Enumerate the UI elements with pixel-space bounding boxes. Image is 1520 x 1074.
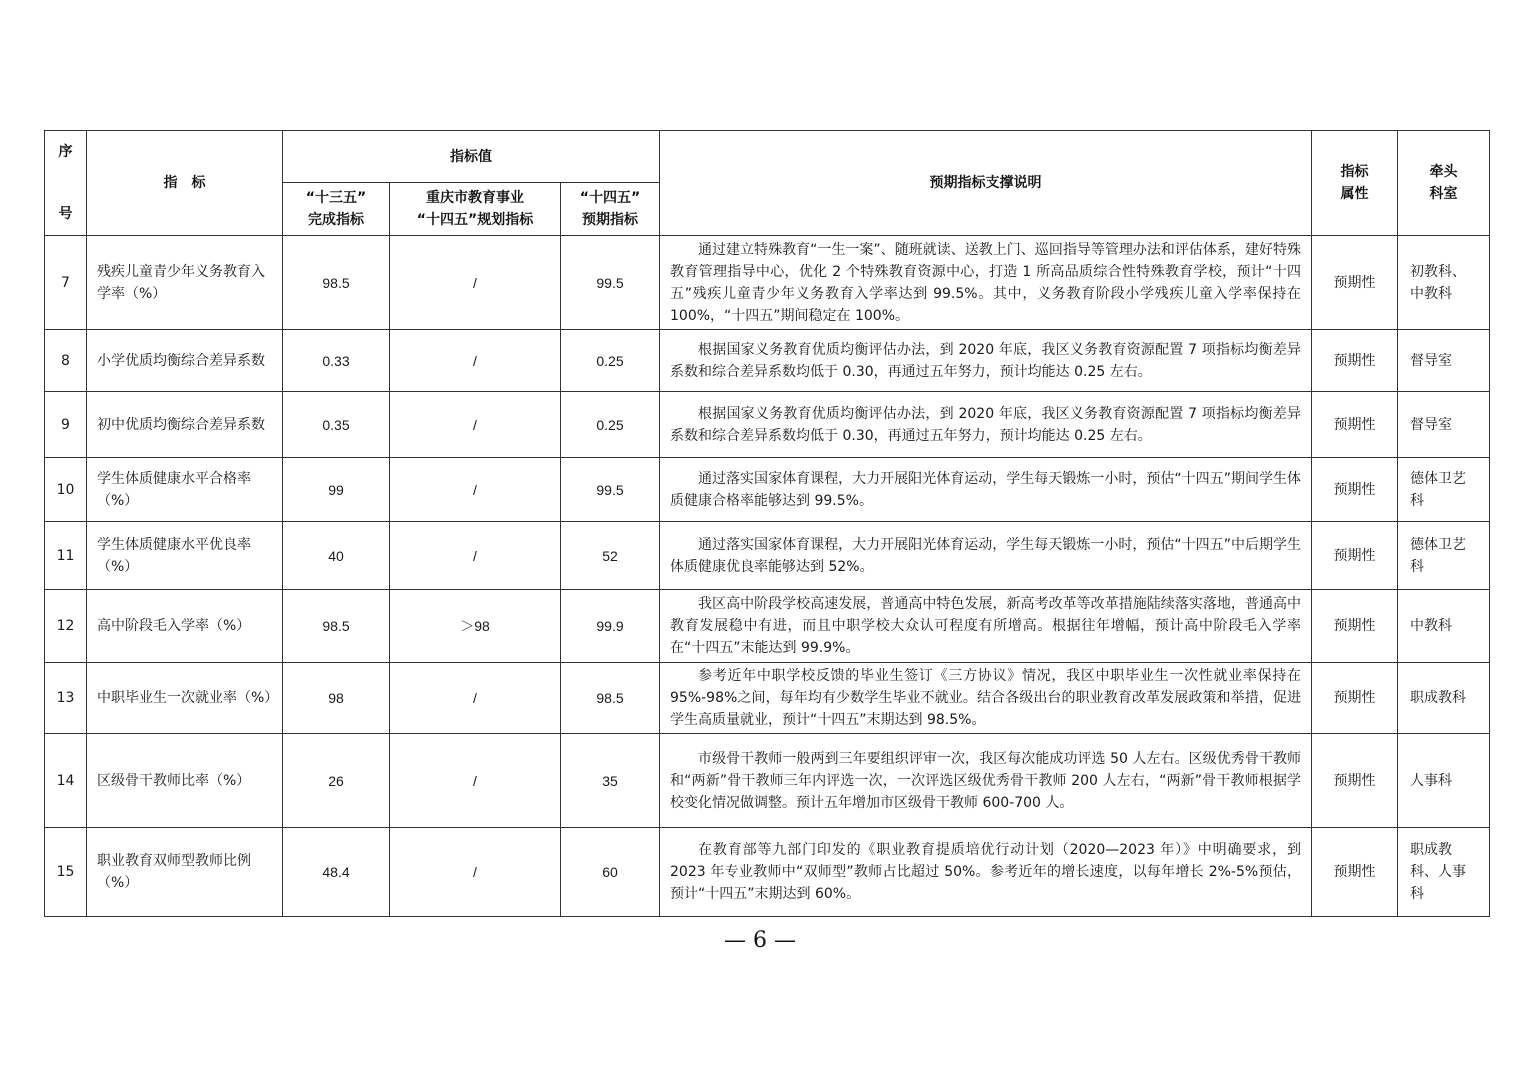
row-seq: 13: [45, 663, 87, 734]
row-indicator: 学生体质健康水平合格率（%）: [87, 458, 283, 522]
row-dept: 职成教科: [1398, 663, 1490, 734]
row-indicator: 高中阶段毛入学率（%）: [87, 590, 283, 663]
row-note-text: 我区高中阶段学校高速发展，普通高中特色发展，新高考改革等改革措施陆续落实落地，普通高中教育发展稳中有进，而且中职学校大众认可程度有所增高。根据往年增幅，预计高中阶段毛入学率在“十四五”末能达到 99.9%。: [670, 596, 1302, 656]
header-col-145-line2: 预期指标: [582, 212, 638, 228]
row-seq: 11: [45, 522, 87, 590]
row-seq: 14: [45, 734, 87, 828]
row-indicator: 区级骨干教师比率（%）: [87, 734, 283, 828]
header-dept-line1: 牵头: [1429, 164, 1458, 180]
row-note-text: 通过落实国家体育课程，大力开展阳光体育运动，学生每天锻炼一小时，预估“十四五”中后期学生体质健康优良率能够达到 52%。: [670, 536, 1302, 575]
row-value-cq: /: [390, 828, 561, 917]
table-row: [45, 458, 1490, 522]
row-value-135: 98: [283, 663, 390, 734]
row-dept: 德体卫艺科: [1398, 458, 1490, 522]
header-attr-line1: 指标: [1340, 164, 1369, 180]
row-attr: 预期性: [1312, 522, 1398, 590]
row-value-135: 0.33: [283, 330, 390, 392]
row-dept: 人事科: [1398, 734, 1490, 828]
row-value-145: 0.25: [561, 330, 660, 392]
row-indicator: 职业教育双师型教师比例（%）: [87, 828, 283, 917]
row-attr: 预期性: [1312, 734, 1398, 828]
row-attr: 预期性: [1312, 330, 1398, 392]
row-note: [660, 330, 1312, 392]
row-note-text: 通过建立特殊教育“一生一案”、随班就读、送教上门、巡回指导等管理办法和评估体系，建好特殊教育管理指导中心，优化 2 个特殊教育资源中心，打造 1 所高品质综合性特殊教育学校，预计“十四五”残疾儿童青少年义务教育入学率达到 99.5%。其中，义务教育阶段小学残疾儿童入学率保持在 100%，“十四五”期间稳定在 100%。: [670, 241, 1302, 324]
row-value-cq: /: [390, 458, 561, 522]
row-indicator: 残疾儿童青少年义务教育入学率（%）: [87, 236, 283, 330]
row-value-cq: /: [390, 392, 561, 458]
header-col-145: [561, 183, 660, 236]
header-dept-line2: 科室: [1429, 186, 1458, 202]
row-attr: 预期性: [1312, 392, 1398, 458]
table-row: [45, 734, 1490, 828]
table-row: [45, 663, 1490, 734]
row-note-text: 通过落实国家体育课程，大力开展阳光体育运动，学生每天锻炼一小时，预估“十四五”期间学生体质健康合格率能够达到 99.5%。: [670, 470, 1302, 509]
row-value-145: 99.9: [561, 590, 660, 663]
row-value-135: 48.4: [283, 828, 390, 917]
row-value-135: 98.5: [283, 236, 390, 330]
header-col-cq-line2: “十四五”规划指标: [416, 212, 534, 228]
row-note: [660, 458, 1312, 522]
row-note-text: 在教育部等九部门印发的《职业教育提质培优行动计划（2020—2023 年）》中明确要求，到 2023 年专业教师中“双师型”教师占比超过 50%。参考近年的增长速度，以每年增长 2%-5%预估，预计“十四五”末期达到 60%。: [670, 842, 1302, 902]
row-note: [660, 522, 1312, 590]
table-row: [45, 236, 1490, 330]
header-col-145-line1: “十四五”: [579, 190, 641, 206]
row-value-cq: /: [390, 663, 561, 734]
row-dept: 职成教科、人事科: [1398, 828, 1490, 917]
row-value-cq: ＞98: [390, 590, 561, 663]
table-row: [45, 330, 1490, 392]
row-note: [660, 590, 1312, 663]
row-seq: 10: [45, 458, 87, 522]
row-dept: 督导室: [1398, 392, 1490, 458]
row-value-145: 99.5: [561, 458, 660, 522]
row-value-cq: /: [390, 734, 561, 828]
row-seq: 12: [45, 590, 87, 663]
row-dept: 督导室: [1398, 330, 1490, 392]
indicator-table: [44, 130, 1490, 917]
row-attr: 预期性: [1312, 590, 1398, 663]
row-value-145: 0.25: [561, 392, 660, 458]
row-attr: 预期性: [1312, 236, 1398, 330]
row-note: [660, 236, 1312, 330]
row-value-cq: /: [390, 236, 561, 330]
row-value-135: 26: [283, 734, 390, 828]
row-note-text: 参考近年中职学校反馈的毕业生签订《三方协议》情况，我区中职毕业生一次性就业率保持在 95%-98%之间，每年均有少数学生毕业不就业。结合各级出台的职业教育改革发展政策和举措，促进学生高质量就业，预计“十四五”末期达到 98.5%。: [670, 668, 1302, 728]
row-value-135: 98.5: [283, 590, 390, 663]
row-dept: 中教科: [1398, 590, 1490, 663]
header-col-135-line2: 完成指标: [308, 212, 364, 228]
row-value-145: 98.5: [561, 663, 660, 734]
row-indicator: 学生体质健康水平优良率（%）: [87, 522, 283, 590]
row-seq: 8: [45, 330, 87, 392]
row-note: [660, 734, 1312, 828]
header-indicator-value: 指标值: [283, 131, 660, 183]
row-indicator: 中职毕业生一次就业率（%）: [87, 663, 283, 734]
row-attr: 预期性: [1312, 458, 1398, 522]
row-indicator: 小学优质均衡综合差异系数: [87, 330, 283, 392]
page-number: — 6 —: [724, 928, 796, 953]
row-value-cq: /: [390, 522, 561, 590]
header-indicator: 指 标: [87, 131, 283, 236]
row-seq: 15: [45, 828, 87, 917]
row-value-135: 40: [283, 522, 390, 590]
row-dept: 初教科、中教科: [1398, 236, 1490, 330]
row-dept: 德体卫艺科: [1398, 522, 1490, 590]
row-value-145: 60: [561, 828, 660, 917]
row-note-text: 市级骨干教师一般两到三年要组织评审一次，我区每次能成功评选 50 人左右。区级优秀骨干教师和“两新”骨干教师三年内评选一次，一次评选区级优秀骨干教师 200 人左右，“两新”骨干教师根据学校变化情况做调整。预计五年增加市区级骨干教师 600-700 人。: [670, 750, 1302, 811]
row-value-145: 99.5: [561, 236, 660, 330]
table-row: [45, 828, 1490, 917]
header-col-135: [283, 183, 390, 236]
row-value-cq: /: [390, 330, 561, 392]
header-attr: [1312, 131, 1398, 236]
header-seq-bottom: 号: [58, 206, 73, 222]
row-value-145: 35: [561, 734, 660, 828]
header-seq-top: 序: [58, 144, 73, 160]
row-indicator: 初中优质均衡综合差异系数: [87, 392, 283, 458]
row-note: [660, 392, 1312, 458]
header-col-cq-line1: 重庆市教育事业: [426, 190, 524, 206]
row-value-145: 52: [561, 522, 660, 590]
header-note: 预期指标支撑说明: [660, 131, 1312, 236]
row-attr: 预期性: [1312, 828, 1398, 917]
row-note: [660, 663, 1312, 734]
table-row: [45, 522, 1490, 590]
header-col-cq: [390, 183, 561, 236]
header-attr-line2: 属性: [1340, 186, 1369, 202]
header-col-135-line1: “十三五”: [305, 190, 367, 206]
table-row: [45, 590, 1490, 663]
row-value-135: 99: [283, 458, 390, 522]
row-note-text: 根据国家义务教育优质均衡评估办法，到 2020 年底，我区义务教育资源配置 7 项指标均衡差异系数和综合差异系数均低于 0.30，再通过五年努力，预计均能达 0.25 左右。: [670, 341, 1302, 380]
header-seq: [45, 131, 87, 236]
row-note-text: 根据国家义务教育优质均衡评估办法，到 2020 年底，我区义务教育资源配置 7 项指标均衡差异系数和综合差异系数均低于 0.30，再通过五年努力，预计均能达 0.25 左右。: [670, 405, 1302, 444]
row-attr: 预期性: [1312, 663, 1398, 734]
header-dept: [1398, 131, 1490, 236]
table-row: [45, 392, 1490, 458]
row-seq: 9: [45, 392, 87, 458]
row-note: [660, 828, 1312, 917]
row-value-135: 0.35: [283, 392, 390, 458]
row-seq: 7: [45, 236, 87, 330]
